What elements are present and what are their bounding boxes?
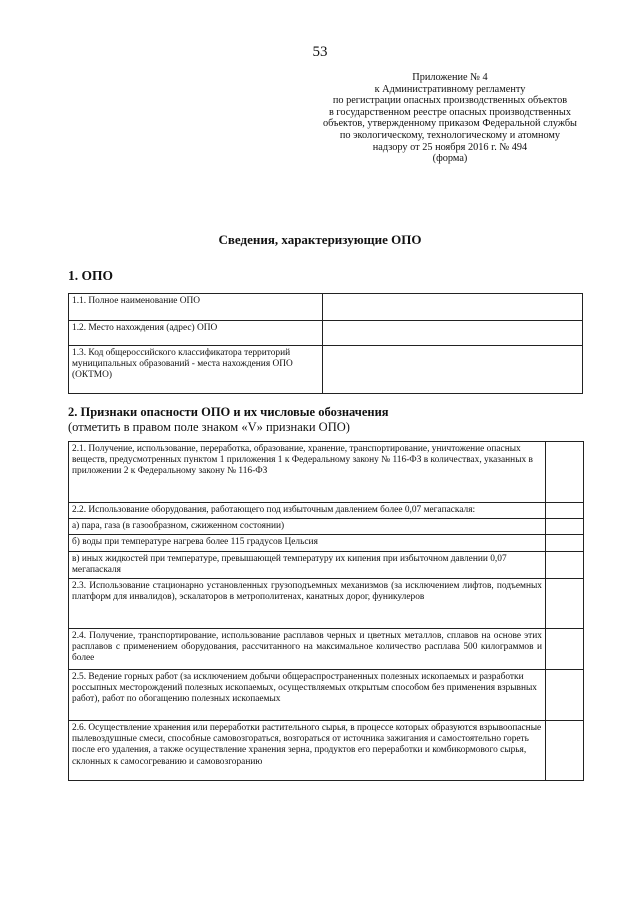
- table-row: [69, 346, 583, 394]
- hazard-sign-text: 2.1. Получение, использование, переработка, образование, хранение, транспортирование, уничтожение опасных веществ, предусмотренных пунктом 1 приложения 1 к Федеральному закону № 116-ФЗ в количествах, указанных в приложении 2 к Федеральному закону № 116-ФЗ: [69, 442, 546, 503]
- opo-oktmo-field[interactable]: [323, 346, 583, 394]
- hazard-sign-checkbox[interactable]: [546, 670, 584, 721]
- appendix-line: надзору от 25 ноября 2016 г. № 494: [372, 141, 528, 153]
- document-title: Сведения, характеризующие ОПО: [218, 232, 422, 247]
- appendix-line: к Административному регламенту: [374, 83, 526, 95]
- table-row: [69, 629, 584, 670]
- hazard-sign-checkbox[interactable]: [546, 503, 584, 519]
- appendix-line: Приложение № 4: [412, 72, 488, 83]
- table-row: [69, 294, 583, 321]
- hazard-sign-text: 2.4. Получение, транспортирование, использование расплавов черных и цветных металлов, сплавов на основе этих расплавов с применением оборудования, рассчитанного на максимальное количество расплава 500 килограммов и более: [69, 629, 546, 670]
- hazard-sign-text: 2.2. Использование оборудования, работающего под избыточным давлением более 0,07 мегапаскаля:: [69, 503, 546, 519]
- appendix-line: объектов, утвержденному приказом Федеральной службы: [323, 118, 577, 130]
- table-row: [69, 442, 584, 503]
- table-row: [69, 519, 584, 535]
- hazard-sign-checkbox[interactable]: [546, 551, 584, 578]
- opo-address-label: 1.2. Место нахождения (адрес) ОПО: [69, 321, 323, 346]
- opo-oktmo-label: 1.3. Код общероссийского классификатора территорий муниципальных образований - места нахождения ОПО (ОКТМО): [69, 346, 323, 394]
- appendix-line: в государственном реестре опасных производственных: [329, 106, 571, 118]
- appendix-line: (форма): [432, 153, 468, 165]
- table-row: [69, 721, 584, 781]
- table-row: [69, 535, 584, 551]
- hazard-sign-checkbox[interactable]: [546, 721, 584, 781]
- section-2-subheading: (отметить в правом поле знаком «V» признаки ОПО): [68, 420, 350, 434]
- section-2-heading: 2. Признаки опасности ОПО и их числовые обозначения: [68, 405, 389, 419]
- hazard-sign-checkbox[interactable]: [546, 519, 584, 535]
- appendix-line: по регистрации опасных производственных объектов: [332, 95, 568, 107]
- table-row: [69, 579, 584, 629]
- hazard-sign-text: в) иных жидкостей при температуре, превышающей температуру их кипения при избыточном давлении 0,07 мегапаскаля: [69, 551, 546, 578]
- table-row: [69, 503, 584, 519]
- hazard-sign-text: 2.3. Использование стационарно установленных грузоподъемных механизмов (за исключением лифтов, подъемных платформ для инвалидов), эскалаторов в метрополитенах, канатных дорог, фуникулеров: [69, 579, 546, 629]
- hazard-sign-checkbox[interactable]: [546, 535, 584, 551]
- page-number: 53: [312, 44, 328, 60]
- hazard-sign-text: а) пара, газа (в газообразном, сжиженном состоянии): [69, 519, 546, 535]
- hazard-sign-checkbox[interactable]: [546, 442, 584, 503]
- hazard-sign-text: 2.6. Осуществление хранения или переработки растительного сырья, в процессе которых образуются взрывоопасные пылевоздушные смеси, способные самовозгораться, возгораться от источника зажигания и самостоятельно гореть после его удаления, а также осуществление хранения зерна, продуктов его переработки и комбикормового сырья, склонных к самосогреванию и самовозгоранию: [69, 721, 546, 781]
- hazard-sign-text: 2.5. Ведение горных работ (за исключением добычи общераспространенных полезных ископаемых и разработки россыпных месторождений полезных ископаемых, осуществляемых открытым способом без применения взрывных работ), работ по обогащению полезных ископаемых: [69, 670, 546, 721]
- table-row: [69, 551, 584, 578]
- hazard-signs-table: [68, 441, 584, 781]
- opo-address-field[interactable]: [323, 321, 583, 346]
- opo-name-field[interactable]: [323, 294, 583, 321]
- opo-name-label: 1.1. Полное наименование ОПО: [69, 294, 323, 321]
- hazard-sign-checkbox[interactable]: [546, 579, 584, 629]
- appendix-header: [300, 72, 600, 165]
- table-row: [69, 321, 583, 346]
- section-1-heading: 1. ОПО: [68, 268, 114, 283]
- table-row: [69, 670, 584, 721]
- appendix-line: по экологическому, технологическому и атомному: [339, 129, 561, 141]
- hazard-sign-checkbox[interactable]: [546, 629, 584, 670]
- opo-table: [68, 293, 583, 394]
- hazard-sign-text: б) воды при температуре нагрева более 115 градусов Цельсия: [69, 535, 546, 551]
